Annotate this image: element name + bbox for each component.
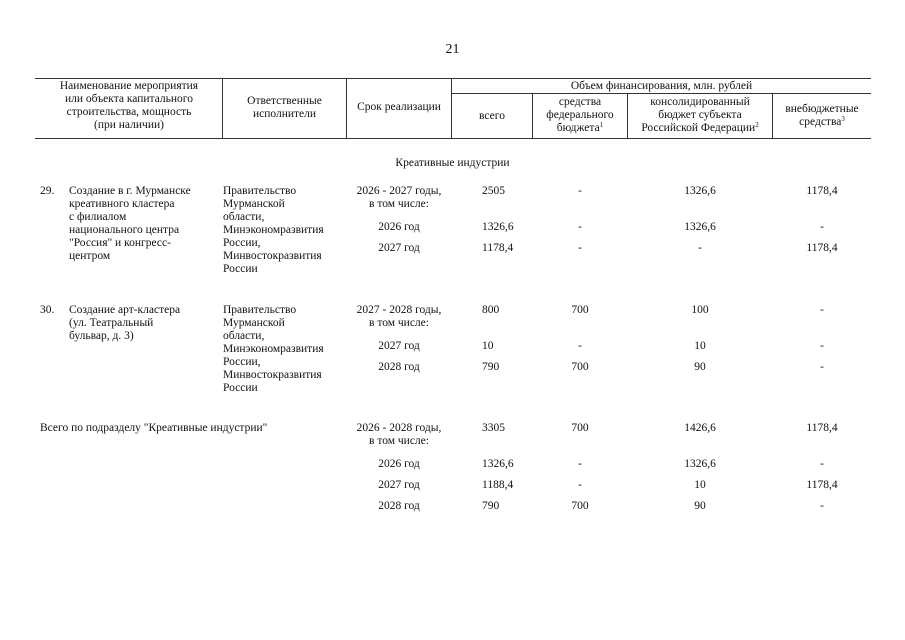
value-extra: -	[820, 340, 824, 352]
value-regional: 1426,6	[684, 422, 716, 434]
period-label: 2027 год	[378, 340, 420, 352]
row-name: Создание в г. Мурманске креативного кластера с филиалом национального центра "Россия" и конгресс- центром	[69, 185, 191, 262]
value-regional: 1326,6	[684, 185, 716, 197]
value-total: 1326,6	[482, 458, 514, 470]
period-label: 2028 год	[378, 361, 420, 373]
value-federal: 700	[571, 304, 589, 316]
page-number: 21	[445, 42, 460, 57]
period-label: 2026 год	[378, 221, 420, 233]
value-regional: 10	[694, 340, 706, 352]
value-federal: -	[578, 242, 582, 254]
value-federal: 700	[571, 422, 589, 434]
value-federal: -	[578, 221, 582, 233]
header-funding-rule	[451, 93, 871, 94]
value-regional: 1326,6	[684, 458, 716, 470]
value-federal: -	[578, 458, 582, 470]
value-regional: 90	[694, 361, 706, 373]
header-federal: средства федерального бюджета$^1$	[546, 96, 614, 134]
value-extra: -	[820, 361, 824, 373]
period-label: 2028 год	[378, 500, 420, 512]
value-total: 2505	[482, 185, 505, 197]
value-total: 3305	[482, 422, 505, 434]
value-federal: -	[578, 479, 582, 491]
value-extra: 1178,4	[806, 185, 838, 197]
value-regional: 10	[694, 479, 706, 491]
value-total: 800	[482, 304, 500, 316]
value-regional: 90	[694, 500, 706, 512]
value-total: 790	[482, 500, 500, 512]
value-federal: -	[578, 185, 582, 197]
value-total: 1178,4	[482, 242, 514, 254]
row-executors: Правительство Мурманской области, Минэкономразвития России, Минвостокразвития России	[223, 185, 324, 275]
value-extra: -	[820, 458, 824, 470]
value-extra: 1178,4	[806, 242, 838, 254]
value-extra: 1178,4	[806, 422, 838, 434]
value-regional: 100	[691, 304, 709, 316]
totals-label: Всего по подразделу "Креативные индустрии"	[40, 422, 268, 434]
value-extra: 1178,4	[806, 479, 838, 491]
header-bottom-rule	[35, 138, 871, 139]
period-label: 2026 - 2028 годы, в том числе:	[356, 422, 442, 447]
period-label: 2027 год	[378, 242, 420, 254]
value-total: 1326,6	[482, 221, 514, 233]
header-period: Срок реализации	[357, 101, 441, 113]
header-name: Наименование мероприятия или объекта капитального строительства, мощность (при наличии)	[59, 80, 199, 131]
section-title: Креативные индустрии	[395, 157, 510, 169]
value-total: 1188,4	[482, 479, 514, 491]
value-extra: -	[820, 304, 824, 316]
header-regional: консолидированный бюджет субъекта Российской Федерации$^2$	[641, 96, 759, 134]
header-executors: Ответственные исполнители	[247, 95, 322, 120]
value-extra: -	[820, 221, 824, 233]
period-label: 2027 год	[378, 479, 420, 491]
period-label: 2026 год	[378, 458, 420, 470]
header-total: всего	[479, 110, 505, 122]
value-total: 790	[482, 361, 500, 373]
header-funding-title: Объем финансирования, млн. рублей	[570, 80, 753, 92]
row-name: Создание арт-кластера (ул. Театральный бульвар, д. 3)	[69, 304, 181, 342]
header-extra: внебюджетные средства$^3$	[785, 103, 859, 128]
row-number: 29.	[40, 185, 55, 197]
value-total: 10	[482, 340, 494, 352]
header-top-rule	[35, 78, 871, 79]
period-label: 2027 - 2028 годы, в том числе:	[356, 304, 442, 329]
value-federal: -	[578, 340, 582, 352]
value-regional: 1326,6	[684, 221, 716, 233]
value-federal: 700	[571, 361, 589, 373]
period-label: 2026 - 2027 годы, в том числе:	[356, 185, 442, 210]
value-federal: 700	[571, 500, 589, 512]
value-regional: -	[698, 242, 702, 254]
row-number: 30.	[40, 304, 55, 316]
row-executors: Правительство Мурманской области, Минэкономразвития России, Минвостокразвития России	[223, 304, 324, 394]
value-extra: -	[820, 500, 824, 512]
